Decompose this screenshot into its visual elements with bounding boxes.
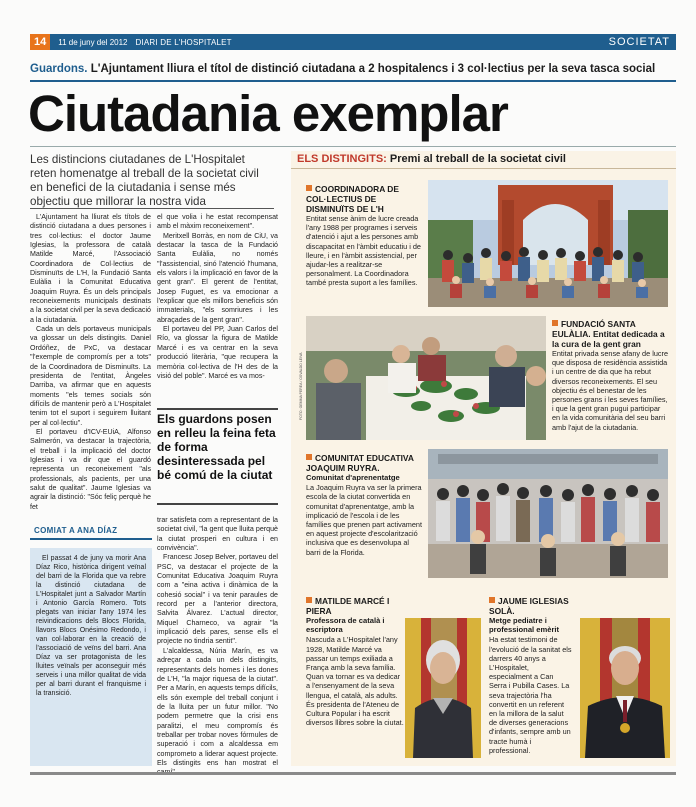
photo-jaume-iglesias: [580, 618, 670, 758]
photo-santa-eulalia: [306, 316, 546, 440]
photo-credit: FOTO: GEMMA PEREA / OSVALDO LEIVA: [299, 352, 303, 420]
awardee-subtitle: Metge pediatre i professional emèrit: [489, 616, 560, 635]
page-header: [30, 34, 676, 50]
photo-joaquim-ruyra: [428, 449, 668, 578]
body-paragraph: Cada un dels portaveus municipals va glossar un dels distingits. Daniel Ordóñez, de PxC, va destacar "l'exemple de compromís per a tots" de la Coordinadora de Disminuïts. La presidenta de l'entitat, Àngeles Darriba, va afirmar que en aquests moments "els temes socials són difícils de mantenir però a L'Hospitalet tenim tot el suport i seguirem lluitant per al col·lectiu".: [30, 325, 151, 427]
publication-name: DIARI DE L'HOSPITALET: [135, 37, 232, 47]
kicker: [30, 63, 676, 75]
kicker-label: Guardons.: [30, 63, 88, 75]
bullet-square-icon: [552, 320, 558, 326]
bullet-square-icon: [306, 185, 312, 191]
awardee-entry: [306, 453, 424, 557]
page-title: Ciutadania exemplar: [28, 85, 508, 142]
pull-quote: Els guardons posen en relleu la feina feta de forma desinteressada pel bé comú de la ciutat: [157, 408, 278, 482]
awardee-name: FUNDACIÓ SANTA EULÀLIA. Entitat dedicada a la cura de la gent gran: [552, 319, 665, 349]
awardee-description: La Joaquim Ruyra va ser la primera escola de la ciutat convertida en comunitat d'aprenentatge, amb la implicació de l'escola i de les famílies que prenen part activament en aquest projecte d'escolarització inclusiva que es desenvolupa al barri de la Florida.: [306, 483, 423, 557]
awardee-subtitle: Comunitat d'aprenentatge: [306, 473, 400, 482]
body-paragraph: Meritxell Borràs, en nom de CiU, va destacar la tasca de la Fundació Santa Eulàlia, no només "l'assistencial, sinó l'atenció l'humana, els valors i la implicació en favor de la gent gran". El gerent de l'entitat, Josep Fuguet, es va emocionar a l'explicar que els millors beneficis són immaterials, "els somriures i les abraçades de la gent gran".: [157, 231, 278, 324]
section-name: SOCIETAT: [608, 36, 670, 48]
awardee-name: COMUNITAT EDUCATIVA JOAQUIM RUYRA.: [306, 453, 414, 473]
bullet-square-icon: [306, 454, 312, 460]
awardee-description: Ha estat testimoni de l'evolució de la sanitat els darrers 40 anys a L'Hospitalet, especialment a Can Serra i Pubilla Cases. La seva trajectòria l'ha convertit en un referent en la millora de la salut de diverses generacions d'infants, sempre amb un tracte humà i professional.: [489, 635, 572, 755]
awardee-subtitle: Professora de català i escriptora: [306, 616, 385, 635]
issue-date: 11 de juny del 2012: [58, 37, 128, 47]
kicker-divider: [30, 80, 676, 82]
lead-paragraph: Les distincions ciutadanes de L'Hospitalet reten homenatge al treball de la societat civil en benefici de la ciutadania i sense més objectiu que millorar la nostra vida: [30, 153, 259, 208]
awardee-name: COORDINADORA DE COL·LECTIUS DE DISMINUÏTS DE L'H: [306, 184, 399, 214]
awardee-description: Entitat sense ànim de lucre creada l'any 1988 per programes i serveis d'atenció i ajut a les persones amb discapacitat en l'àmbit educatiu i de lleure, i en l'àmbit assistencial, per ajudar-les a realitzar-se personalment. La Coordinadora també presta suport a les famílies.: [306, 214, 421, 288]
awardee-description: Entitat privada sense afany de lucre que disposa de residència assistida i un centre de dia que ha rebut diversos reconeixements. El seu objectiu és el benestar de les persones grans i les seves famílies, i que la gent gran pugui participar en la vida comunitària del seu barri amb l'ajut de la ciutadania.: [552, 349, 669, 432]
panel-label: ELS DISTINGITS:: [297, 153, 387, 165]
body-paragraph: L'alcaldessa, Núria Marín, es va adreçar a cada un dels distingits, representants dels homes i les dones de L'H, "la major riquesa de la ciutat". Per a Marín, en aquests temps difícils, ells són exemple del treball conjunt i de la lluita per un futur millor. "No podem permetre que la crisi ens paralitzi, el meu compromís és treballar per trobar noves fórmules de superació i com a alcaldessa em comprometo a liderar aquest projecte. Els distingits ens han mostrat el: [157, 646, 278, 767]
awardee-entry: [489, 596, 573, 755]
bullet-square-icon: [489, 597, 495, 603]
panel-title: [291, 151, 676, 168]
photo-coordinadora-group: [428, 180, 668, 307]
body-column-1: [30, 213, 151, 512]
body-paragraph: El portaveu del PP, Juan Carlos del Río, va glossar la figura de Matilde Marcé i es va centrar en la seva producció literària, "que recupera la memòria col·lectiva de l'H des de la visió del poble". Marcé es va mos-: [157, 325, 278, 380]
awardee-entry: [552, 319, 670, 432]
awardee-name: MATILDE MARCÉ I PIERA: [306, 596, 390, 616]
photo-matilde-marce: [405, 618, 481, 758]
kicker-text: L'Ajuntament lliura el títol de distinció ciutadana a 2 hospitalencs i 3 col·lectius per la seva tasca social: [90, 63, 656, 75]
body-column-2-continued: [157, 516, 278, 778]
pull-quote-divider: [157, 503, 278, 505]
awardee-name: JAUME IGLESIAS SOLÀ.: [489, 596, 569, 616]
page-number: 14: [30, 34, 50, 50]
sidebar-box: [30, 526, 152, 768]
body-paragraph: L'Ajuntament ha lliurat els títols de distinció ciutadana a dues persones i tres col·lectius: el doctor Jaume Iglesias, la professora de català Matilde Marcé, l'Associació Coordinadora de Col·lectius de Disminuïts de L'H, la Fundació Santa Eulàlia i la Comunitat Educativa Joaquim Ruyra. És un dels principals reconeixements municipals destinats a la societat civil per la seva dedicació a la ciutadania.: [30, 213, 151, 324]
body-column-2: [157, 213, 278, 381]
sidebar-title: COMIAT A ANA DÍAZ: [30, 526, 152, 540]
bullet-square-icon: [306, 597, 312, 603]
sidebar-body: [30, 548, 152, 766]
body-paragraph: Francesc Josep Belver, portaveu del PSC, va destacar el projecte de la Comunitat Educativa Joaquim Ruyra com a "eina activa i dinàmica de la cohesió social" i va tenir paraules de record per a l'anterior directora, Salvita Álvarez. L'actual director, Miquel Charneco, va agrair "la implicació dels pares, sense ells el projecte no tindria sentit".: [157, 553, 278, 646]
awardee-entry: [306, 184, 424, 288]
body-paragraph: trar satisfeta com a representant de la societat civil, "la gent que lluita perquè la ciutat prosperi en cultura i en convivència".: [157, 516, 278, 553]
sidebar-paragraph: El passat 4 de juny va morir Ana Díaz Rico, històrica dirigent veïnal del barri de la Florida que va rebre la distinció ciutadana de L'Hospitalet junt a Salvador Martín i Antonio García Romero. Tots plegats van iniciar l'any 1974 les reivindicacions dels Blocs Florida, llavors Blocs Onésimo Redondo, i van col·laborar en la creació de l'associació de veïns del barri. Ana Díaz va ser protagonista de les lluites veïnals per aconseguir més serveis i una millor qualitat de vida per al barri durant el franquisme i la transició.: [36, 555, 146, 697]
headline-divider: [30, 146, 676, 147]
panel-heading: Premi al treball de la societat civil: [389, 153, 566, 165]
page-bottom-rule: [30, 772, 676, 775]
panel-title-divider: [291, 168, 676, 169]
awardee-entry: [306, 596, 404, 727]
body-paragraph: El portaveu d'ICV-EUiA, Alfonso Salmerón, va destacar la trajectòria, el treball i la implicació del doctor Iglesias i va dir que el guardó representa un reconeixement "als professionals, als pacients, per una salut de qualitat". Jaume Iglesias va agrair la distinció: "Sóc feliç perquè he fet: [30, 427, 151, 511]
awardee-description: Nascuda a L'Hospitalet l'any 1928, Matilde Marcé va passar un temps exiliada a França amb la seva família. Quan va tornar es va dedicar a l'ensenyament de la seva llengua, el català, als adults. És presidenta de l'Ateneu de Cultura Popular i ha escrit diversos llibres sobre la ciutat.: [306, 635, 404, 728]
lead-divider: [30, 208, 274, 209]
body-paragraph: el que volia i he estat recompensat amb el màxim reconeixement".: [157, 213, 278, 231]
